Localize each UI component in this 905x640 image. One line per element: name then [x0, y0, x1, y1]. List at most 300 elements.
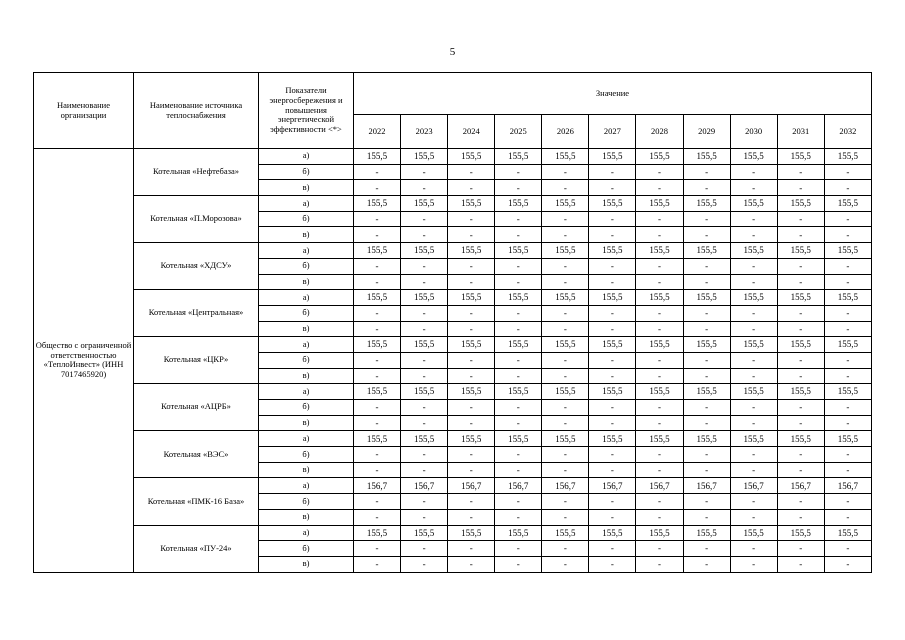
value-cell: 155,5 — [401, 384, 448, 400]
value-cell: 155,5 — [824, 149, 871, 165]
empty-value-cell: - — [824, 400, 871, 416]
empty-value-cell: - — [448, 352, 495, 368]
empty-value-cell: - — [495, 462, 542, 478]
empty-value-cell: - — [824, 211, 871, 227]
empty-value-cell: - — [589, 352, 636, 368]
empty-value-cell: - — [730, 541, 777, 557]
value-cell: 155,5 — [401, 196, 448, 212]
value-cell: 155,5 — [683, 196, 730, 212]
header-year: 2027 — [589, 115, 636, 149]
empty-value-cell: - — [683, 164, 730, 180]
empty-value-cell: - — [636, 164, 683, 180]
empty-value-cell: - — [401, 415, 448, 431]
empty-value-cell: - — [683, 447, 730, 463]
value-cell: 155,5 — [777, 196, 824, 212]
value-cell: 155,5 — [683, 337, 730, 353]
value-cell: 155,5 — [824, 384, 871, 400]
empty-value-cell: - — [448, 462, 495, 478]
value-cell: 155,5 — [448, 196, 495, 212]
empty-value-cell: - — [683, 321, 730, 337]
value-cell: 155,5 — [683, 431, 730, 447]
empty-value-cell: - — [730, 415, 777, 431]
empty-value-cell: - — [730, 164, 777, 180]
indicator-label-cell: б) — [259, 541, 354, 557]
value-cell: 155,5 — [354, 149, 401, 165]
empty-value-cell: - — [448, 305, 495, 321]
empty-value-cell: - — [636, 494, 683, 510]
header-year: 2022 — [354, 115, 401, 149]
empty-value-cell: - — [824, 447, 871, 463]
empty-value-cell: - — [354, 494, 401, 510]
empty-value-cell: - — [730, 352, 777, 368]
value-cell: 156,7 — [589, 478, 636, 494]
value-cell: 155,5 — [683, 384, 730, 400]
value-cell: 155,5 — [495, 525, 542, 541]
table-row — [34, 384, 872, 400]
page-number: 5 — [449, 46, 456, 58]
value-cell: 155,5 — [730, 196, 777, 212]
empty-value-cell: - — [589, 258, 636, 274]
empty-value-cell: - — [589, 462, 636, 478]
value-cell: 155,5 — [730, 384, 777, 400]
empty-value-cell: - — [589, 556, 636, 572]
empty-value-cell: - — [730, 274, 777, 290]
empty-value-cell: - — [683, 258, 730, 274]
empty-value-cell: - — [777, 556, 824, 572]
empty-value-cell: - — [542, 164, 589, 180]
value-cell: 156,7 — [401, 478, 448, 494]
indicator-label-cell: в) — [259, 321, 354, 337]
empty-value-cell: - — [636, 305, 683, 321]
indicator-label-cell: б) — [259, 305, 354, 321]
empty-value-cell: - — [730, 400, 777, 416]
empty-value-cell: - — [636, 227, 683, 243]
empty-value-cell: - — [542, 180, 589, 196]
header-year: 2031 — [777, 115, 824, 149]
table-row — [34, 196, 872, 212]
value-cell: 155,5 — [542, 431, 589, 447]
value-cell: 155,5 — [683, 525, 730, 541]
empty-value-cell: - — [401, 305, 448, 321]
empty-value-cell: - — [448, 447, 495, 463]
empty-value-cell: - — [495, 368, 542, 384]
empty-value-cell: - — [354, 305, 401, 321]
empty-value-cell: - — [495, 321, 542, 337]
empty-value-cell: - — [401, 274, 448, 290]
table-row — [34, 525, 872, 541]
source-name-cell: Котельная «ПМК-16 База» — [134, 478, 259, 525]
value-cell: 155,5 — [589, 525, 636, 541]
empty-value-cell: - — [777, 415, 824, 431]
indicator-label-cell: в) — [259, 227, 354, 243]
value-cell: 155,5 — [636, 525, 683, 541]
indicator-label-cell: в) — [259, 180, 354, 196]
empty-value-cell: - — [495, 400, 542, 416]
empty-value-cell: - — [354, 164, 401, 180]
empty-value-cell: - — [401, 352, 448, 368]
empty-value-cell: - — [730, 227, 777, 243]
empty-value-cell: - — [824, 321, 871, 337]
empty-value-cell: - — [401, 447, 448, 463]
empty-value-cell: - — [354, 415, 401, 431]
indicator-label-cell: б) — [259, 211, 354, 227]
empty-value-cell: - — [448, 400, 495, 416]
empty-value-cell: - — [636, 447, 683, 463]
value-cell: 156,7 — [777, 478, 824, 494]
empty-value-cell: - — [777, 211, 824, 227]
header-year: 2030 — [730, 115, 777, 149]
empty-value-cell: - — [777, 494, 824, 510]
value-cell: 155,5 — [542, 290, 589, 306]
empty-value-cell: - — [730, 258, 777, 274]
indicator-label-cell: б) — [259, 258, 354, 274]
empty-value-cell: - — [589, 415, 636, 431]
empty-value-cell: - — [589, 305, 636, 321]
empty-value-cell: - — [542, 352, 589, 368]
empty-value-cell: - — [401, 541, 448, 557]
value-cell: 155,5 — [495, 243, 542, 259]
empty-value-cell: - — [495, 274, 542, 290]
empty-value-cell: - — [683, 556, 730, 572]
empty-value-cell: - — [589, 227, 636, 243]
empty-value-cell: - — [824, 368, 871, 384]
value-cell: 155,5 — [448, 337, 495, 353]
value-cell: 155,5 — [683, 149, 730, 165]
empty-value-cell: - — [730, 447, 777, 463]
value-cell: 155,5 — [495, 149, 542, 165]
empty-value-cell: - — [636, 462, 683, 478]
indicator-label-cell: а) — [259, 243, 354, 259]
empty-value-cell: - — [401, 164, 448, 180]
table-row — [34, 478, 872, 494]
indicator-label-cell: в) — [259, 556, 354, 572]
empty-value-cell: - — [495, 494, 542, 510]
empty-value-cell: - — [824, 541, 871, 557]
empty-value-cell: - — [542, 274, 589, 290]
empty-value-cell: - — [589, 274, 636, 290]
value-cell: 155,5 — [636, 337, 683, 353]
empty-value-cell: - — [448, 556, 495, 572]
empty-value-cell: - — [636, 541, 683, 557]
value-cell: 155,5 — [777, 290, 824, 306]
value-cell: 155,5 — [730, 243, 777, 259]
header-year: 2029 — [683, 115, 730, 149]
empty-value-cell: - — [683, 541, 730, 557]
empty-value-cell: - — [730, 462, 777, 478]
value-cell: 155,5 — [401, 149, 448, 165]
value-cell: 155,5 — [495, 196, 542, 212]
empty-value-cell: - — [495, 541, 542, 557]
energy-efficiency-table — [33, 72, 872, 573]
empty-value-cell: - — [730, 368, 777, 384]
empty-value-cell: - — [589, 211, 636, 227]
empty-value-cell: - — [542, 305, 589, 321]
empty-value-cell: - — [589, 494, 636, 510]
empty-value-cell: - — [495, 556, 542, 572]
empty-value-cell: - — [401, 368, 448, 384]
source-name-cell: Котельная «ХДСУ» — [134, 243, 259, 290]
value-cell: 155,5 — [354, 384, 401, 400]
source-name-cell: Котельная «ПУ-24» — [134, 525, 259, 572]
header-year: 2028 — [636, 115, 683, 149]
header-year: 2025 — [495, 115, 542, 149]
value-cell: 155,5 — [542, 149, 589, 165]
source-name-cell: Котельная «АЦРБ» — [134, 384, 259, 431]
empty-value-cell: - — [636, 400, 683, 416]
value-cell: 155,5 — [777, 431, 824, 447]
empty-value-cell: - — [730, 321, 777, 337]
empty-value-cell: - — [448, 274, 495, 290]
header-year: 2024 — [448, 115, 495, 149]
value-cell: 155,5 — [730, 337, 777, 353]
empty-value-cell: - — [448, 258, 495, 274]
value-cell: 155,5 — [495, 384, 542, 400]
empty-value-cell: - — [730, 305, 777, 321]
empty-value-cell: - — [636, 180, 683, 196]
indicator-label-cell: б) — [259, 400, 354, 416]
empty-value-cell: - — [401, 321, 448, 337]
indicator-label-cell: а) — [259, 384, 354, 400]
empty-value-cell: - — [683, 227, 730, 243]
value-cell: 156,7 — [730, 478, 777, 494]
empty-value-cell: - — [401, 509, 448, 525]
empty-value-cell: - — [542, 447, 589, 463]
indicator-label-cell: в) — [259, 415, 354, 431]
indicator-label-cell: а) — [259, 290, 354, 306]
table-row — [34, 431, 872, 447]
empty-value-cell: - — [354, 400, 401, 416]
empty-value-cell: - — [824, 415, 871, 431]
empty-value-cell: - — [354, 274, 401, 290]
empty-value-cell: - — [401, 400, 448, 416]
header-value: Значение — [354, 73, 872, 115]
value-cell: 155,5 — [683, 290, 730, 306]
value-cell: 155,5 — [401, 431, 448, 447]
empty-value-cell: - — [636, 321, 683, 337]
empty-value-cell: - — [636, 509, 683, 525]
value-cell: 155,5 — [495, 337, 542, 353]
value-cell: 155,5 — [730, 290, 777, 306]
value-cell: 155,5 — [495, 290, 542, 306]
header-year: 2026 — [542, 115, 589, 149]
empty-value-cell: - — [495, 352, 542, 368]
empty-value-cell: - — [495, 415, 542, 431]
value-cell: 155,5 — [448, 243, 495, 259]
value-cell: 155,5 — [589, 149, 636, 165]
table-row — [34, 149, 872, 165]
indicator-label-cell: а) — [259, 525, 354, 541]
empty-value-cell: - — [495, 227, 542, 243]
value-cell: 155,5 — [401, 525, 448, 541]
value-cell: 155,5 — [824, 243, 871, 259]
empty-value-cell: - — [683, 180, 730, 196]
empty-value-cell: - — [589, 321, 636, 337]
empty-value-cell: - — [824, 462, 871, 478]
empty-value-cell: - — [542, 494, 589, 510]
value-cell: 155,5 — [448, 431, 495, 447]
value-cell: 155,5 — [542, 196, 589, 212]
indicator-label-cell: а) — [259, 431, 354, 447]
header-year: 2023 — [401, 115, 448, 149]
empty-value-cell: - — [683, 352, 730, 368]
empty-value-cell: - — [448, 541, 495, 557]
value-cell: 155,5 — [542, 525, 589, 541]
empty-value-cell: - — [542, 462, 589, 478]
empty-value-cell: - — [824, 556, 871, 572]
indicator-label-cell: а) — [259, 196, 354, 212]
table-row — [34, 290, 872, 306]
empty-value-cell: - — [636, 415, 683, 431]
empty-value-cell: - — [683, 509, 730, 525]
empty-value-cell: - — [589, 400, 636, 416]
empty-value-cell: - — [354, 368, 401, 384]
value-cell: 156,7 — [636, 478, 683, 494]
value-cell: 155,5 — [589, 431, 636, 447]
empty-value-cell: - — [401, 462, 448, 478]
empty-value-cell: - — [730, 494, 777, 510]
empty-value-cell: - — [730, 556, 777, 572]
empty-value-cell: - — [730, 211, 777, 227]
empty-value-cell: - — [542, 321, 589, 337]
empty-value-cell: - — [636, 258, 683, 274]
value-cell: 155,5 — [777, 243, 824, 259]
source-name-cell: Котельная «ВЭС» — [134, 431, 259, 478]
value-cell: 155,5 — [354, 196, 401, 212]
organization-cell: Общество с ограниченной ответственностью «ТеплоИнвест» (ИНН 7017465920) — [34, 149, 134, 573]
value-cell: 155,5 — [824, 337, 871, 353]
empty-value-cell: - — [354, 462, 401, 478]
empty-value-cell: - — [354, 211, 401, 227]
indicator-label-cell: а) — [259, 337, 354, 353]
value-cell: 155,5 — [824, 290, 871, 306]
empty-value-cell: - — [542, 509, 589, 525]
empty-value-cell: - — [495, 258, 542, 274]
empty-value-cell: - — [589, 541, 636, 557]
empty-value-cell: - — [683, 415, 730, 431]
empty-value-cell: - — [683, 305, 730, 321]
indicator-label-cell: б) — [259, 494, 354, 510]
value-cell: 155,5 — [824, 525, 871, 541]
value-cell: 155,5 — [777, 525, 824, 541]
value-cell: 155,5 — [636, 384, 683, 400]
value-cell: 155,5 — [448, 384, 495, 400]
value-cell: 155,5 — [354, 525, 401, 541]
empty-value-cell: - — [683, 368, 730, 384]
value-cell: 155,5 — [401, 337, 448, 353]
empty-value-cell: - — [636, 211, 683, 227]
empty-value-cell: - — [636, 274, 683, 290]
empty-value-cell: - — [354, 227, 401, 243]
value-cell: 155,5 — [636, 290, 683, 306]
empty-value-cell: - — [589, 509, 636, 525]
value-cell: 155,5 — [448, 525, 495, 541]
value-cell: 155,5 — [589, 243, 636, 259]
empty-value-cell: - — [730, 180, 777, 196]
source-name-cell: Котельная «Нефтебаза» — [134, 149, 259, 196]
header-indicators: Показатели энергосбережения и повышения энергетической эффективности <*> — [259, 73, 354, 149]
indicator-label-cell: а) — [259, 149, 354, 165]
empty-value-cell: - — [542, 227, 589, 243]
empty-value-cell: - — [354, 447, 401, 463]
value-cell: 155,5 — [448, 290, 495, 306]
empty-value-cell: - — [448, 415, 495, 431]
empty-value-cell: - — [542, 258, 589, 274]
table-row — [34, 337, 872, 353]
value-cell: 155,5 — [354, 243, 401, 259]
empty-value-cell: - — [777, 180, 824, 196]
value-cell: 155,5 — [354, 337, 401, 353]
empty-value-cell: - — [401, 258, 448, 274]
table-row — [34, 243, 872, 259]
empty-value-cell: - — [589, 368, 636, 384]
empty-value-cell: - — [401, 556, 448, 572]
value-cell: 156,7 — [354, 478, 401, 494]
value-cell: 155,5 — [636, 149, 683, 165]
value-cell: 155,5 — [636, 243, 683, 259]
value-cell: 155,5 — [589, 196, 636, 212]
source-name-cell: Котельная «Центральная» — [134, 290, 259, 337]
value-cell: 155,5 — [448, 149, 495, 165]
empty-value-cell: - — [401, 494, 448, 510]
empty-value-cell: - — [824, 164, 871, 180]
empty-value-cell: - — [495, 447, 542, 463]
header-org: Наименование организации — [34, 73, 134, 149]
empty-value-cell: - — [542, 541, 589, 557]
empty-value-cell: - — [824, 509, 871, 525]
empty-value-cell: - — [777, 274, 824, 290]
empty-value-cell: - — [683, 211, 730, 227]
indicator-label-cell: в) — [259, 509, 354, 525]
indicator-label-cell: а) — [259, 478, 354, 494]
value-cell: 155,5 — [589, 290, 636, 306]
empty-value-cell: - — [354, 509, 401, 525]
empty-value-cell: - — [824, 180, 871, 196]
indicator-label-cell: в) — [259, 462, 354, 478]
indicator-label-cell: в) — [259, 274, 354, 290]
indicator-label-cell: б) — [259, 447, 354, 463]
empty-value-cell: - — [777, 400, 824, 416]
value-cell: 155,5 — [495, 431, 542, 447]
empty-value-cell: - — [542, 556, 589, 572]
source-name-cell: Котельная «П.Морозова» — [134, 196, 259, 243]
value-cell: 155,5 — [730, 525, 777, 541]
value-cell: 155,5 — [730, 149, 777, 165]
empty-value-cell: - — [683, 400, 730, 416]
value-cell: 155,5 — [401, 290, 448, 306]
empty-value-cell: - — [824, 352, 871, 368]
value-cell: 155,5 — [354, 290, 401, 306]
empty-value-cell: - — [495, 164, 542, 180]
empty-value-cell: - — [824, 227, 871, 243]
value-cell: 155,5 — [542, 337, 589, 353]
empty-value-cell: - — [636, 368, 683, 384]
empty-value-cell: - — [777, 321, 824, 337]
empty-value-cell: - — [777, 447, 824, 463]
empty-value-cell: - — [777, 164, 824, 180]
indicator-label-cell: б) — [259, 352, 354, 368]
value-cell: 155,5 — [636, 431, 683, 447]
value-cell: 156,7 — [495, 478, 542, 494]
empty-value-cell: - — [542, 400, 589, 416]
header-source: Наименование источника теплоснабжения — [134, 73, 259, 149]
empty-value-cell: - — [824, 494, 871, 510]
empty-value-cell: - — [777, 227, 824, 243]
header-year: 2032 — [824, 115, 871, 149]
empty-value-cell: - — [401, 211, 448, 227]
value-cell: 156,7 — [448, 478, 495, 494]
empty-value-cell: - — [777, 352, 824, 368]
value-cell: 156,7 — [542, 478, 589, 494]
